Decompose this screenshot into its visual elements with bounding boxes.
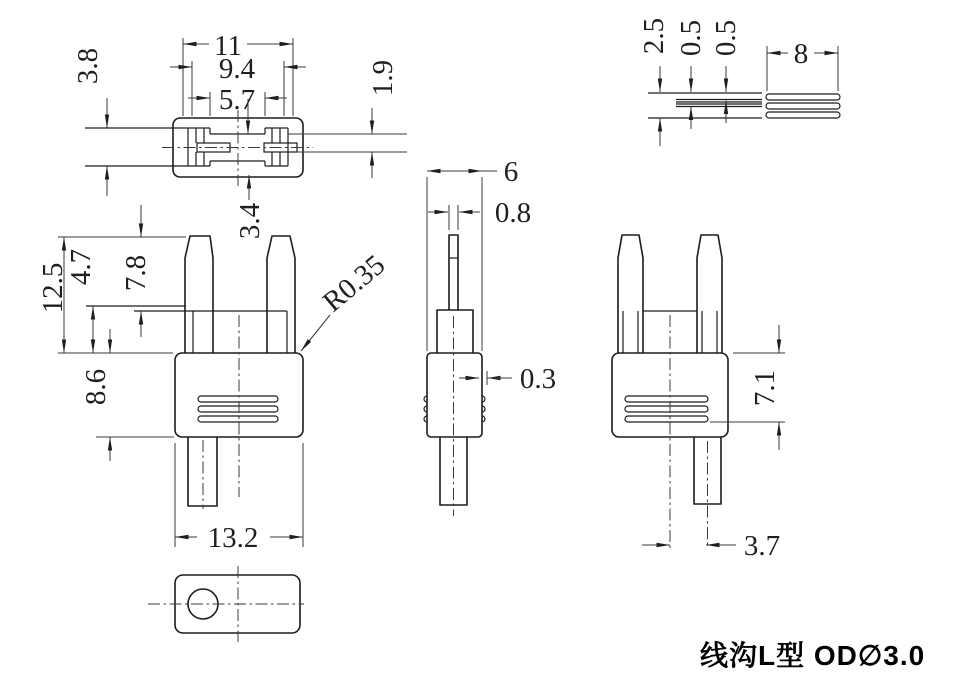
dim-top-edge-gap (288, 108, 407, 178)
rib (198, 406, 278, 412)
dim-label-0-5-a: 0.5 (675, 19, 707, 57)
dim-label-8-6: 8.6 (80, 368, 112, 406)
front-prong-left (185, 236, 213, 353)
rib (625, 416, 708, 422)
rib (766, 112, 840, 118)
dim-label-8: 8 (793, 38, 809, 70)
top-view (72, 30, 407, 239)
side-body (427, 353, 482, 437)
side-rib-bumps (424, 396, 485, 422)
dim-side-rib-depth (459, 371, 512, 385)
rib (198, 396, 278, 402)
dim-label-9-4: 9.4 (218, 53, 256, 85)
side-upper-block (437, 310, 473, 353)
rib (625, 396, 708, 402)
front-prong-right (267, 236, 295, 353)
back-view (612, 235, 785, 562)
groove-section-lines (648, 93, 762, 118)
dim-label-2-5: 2.5 (638, 17, 670, 55)
dim-label-7-8: 7.8 (120, 254, 152, 292)
rib-plan-shapes (766, 94, 840, 118)
side-pin (449, 235, 458, 310)
dim-label-0-5-b: 0.5 (710, 19, 742, 57)
rib (625, 406, 708, 412)
back-ribs (625, 396, 708, 422)
back-prong-left (618, 235, 643, 353)
dim-label-0-8: 0.8 (494, 197, 532, 229)
dim-label-11: 11 (214, 30, 242, 62)
dim-label-0-3: 0.3 (519, 363, 557, 395)
dim-label-13-2: 13.2 (207, 522, 259, 554)
dim-label-1-9: 1.9 (367, 59, 399, 97)
dim-label-5-7: 5.7 (218, 84, 256, 116)
rib (198, 416, 278, 422)
bottom-view (148, 566, 304, 642)
rib (766, 103, 840, 109)
groove-detail-view (638, 18, 840, 146)
dim-label-3-4: 3.4 (234, 202, 266, 240)
dim-label-12-5: 12.5 (37, 262, 69, 314)
rib (766, 94, 840, 100)
dim-label-4-7: 4.7 (65, 248, 97, 286)
front-view (37, 205, 391, 554)
front-ribs (198, 396, 278, 422)
dim-side-pin-thickness (428, 205, 480, 230)
dim-label-7-1: 7.1 (749, 369, 781, 407)
dim-label-r0-35: R0.35 (316, 248, 392, 319)
dim-label-3-8: 3.8 (72, 47, 104, 85)
dim-label-6: 6 (503, 156, 519, 188)
side-view (424, 156, 556, 516)
dim-front-corner-radius-leader (301, 315, 330, 351)
back-prong-right (697, 235, 722, 353)
drawing-title: 线沟L型 OD∅3.0 (700, 640, 926, 671)
dim-label-3-7: 3.7 (743, 530, 781, 562)
